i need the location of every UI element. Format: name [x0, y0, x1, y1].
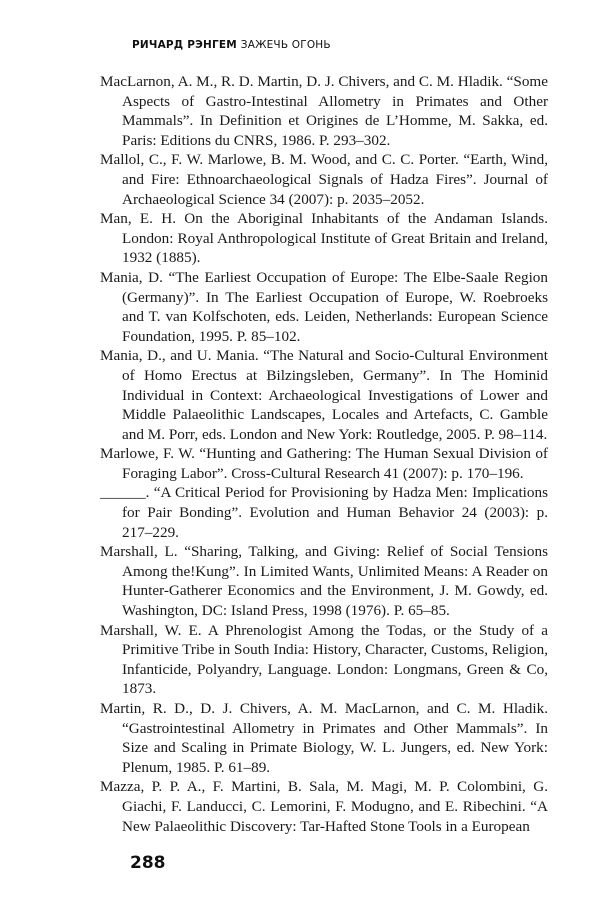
bibliography-entry: Mazza, P. P. A., F. Martini, B. Sala, M. Magi, M. P. Colombini, G. Giachi, F. Landucci, C. Lemorini, F. Modugno, and E. Ribechini. “A New Palaeolithic Discovery: Tar-Hafted Stone Tools in a European — [100, 778, 548, 835]
bibliography-list — [100, 72, 548, 836]
bibliography-entry: MacLarnon, A. M., R. D. Martin, D. J. Chivers, and C. M. Hladik. “Some Aspects of Gastro-Intestinal Allometry in Primates and Other Mammals”. In Definition et Origines de L’Homme, M. Sakka, ed. Paris: Editions du CNRS, 1986. P. 293–302. — [100, 73, 548, 149]
bibliography-entry: Martin, R. D., D. J. Chivers, A. M. MacLarnon, and C. M. Hladik. “Gastrointestinal Allometry in Primates and Other Mammals”. In Size and Scaling in Primate Biology, W. L. Jungers, ed. New York: Plenum, 1985. P. 61–89. — [100, 700, 548, 776]
bibliography-entry: Man, E. H. On the Aboriginal Inhabitants of the Andaman Islands. London: Royal Anthropological Institute of Great Britain and Ireland, 1932 (1885). — [100, 210, 548, 267]
bibliography-entry: Marshall, L. “Sharing, Talking, and Giving: Relief of Social Tensions Among the!Kung”. In Limited Wants, Unlimited Means: A Reader on Hunter-Gatherer Economics and the Environment, J. M. Gowdy, ed. Washington, DC: Island Press, 1998 (1976). P. 65–85. — [100, 543, 548, 620]
page-number: 288 — [130, 853, 166, 873]
bibliography-entry: Marlowe, F. W. “Hunting and Gathering: The Human Sexual Division of Foraging Labor”. Cross-Cultural Research 41 (2007): p. 170–196. — [100, 445, 548, 482]
running-head-author: РИЧАРД РЭНГЕМ — [132, 39, 237, 51]
bibliography-entry: ______. “A Critical Period for Provisioning by Hadza Men: Implications for Pair Bonding”. Evolution and Human Behavior 24 (2003): p. 217–229. — [100, 484, 548, 541]
bibliography-entry: Marshall, W. E. A Phrenologist Among the Todas, or the Study of a Primitive Tribe in South India: History, Character, Customs, Religion, Infanticide, Polyandry, Language. London: Longmans, Green & Co, 1873. — [100, 621, 548, 698]
running-head — [132, 39, 331, 51]
bibliography-entry: Mania, D. “The Earliest Occupation of Europe: The Elbe-Saale Region (Germany)”. In The Earliest Occupation of Europe, W. Roebroeks and T. van Kolfschoten, eds. Leiden, Netherlands: European Science Foundation, 1995. P. 85–102. — [100, 268, 548, 345]
bibliography-entry: Mania, D., and U. Mania. “The Natural and Socio-Cultural Environment of Homo Erectus at Bilzingsleben, Germany”. In The Hominid Individual in Context: Archaeological Investigations of Lower and Middle Palaeolithic Landscapes, Locales and Artefacts, C. Gamble and M. Porr, eds. London and New York: Routledge, 2005. P. 98–114. — [100, 347, 548, 443]
running-head-title: ЗАЖЕЧЬ ОГОНЬ — [240, 39, 331, 51]
bibliography-entry: Mallol, C., F. W. Marlowe, B. M. Wood, and C. C. Porter. “Earth, Wind, and Fire: Ethnoarchaeological Signals of Hadza Fires”. Journal of Archaeological Science 34 (2007): p. 2035–2052. — [100, 151, 548, 208]
